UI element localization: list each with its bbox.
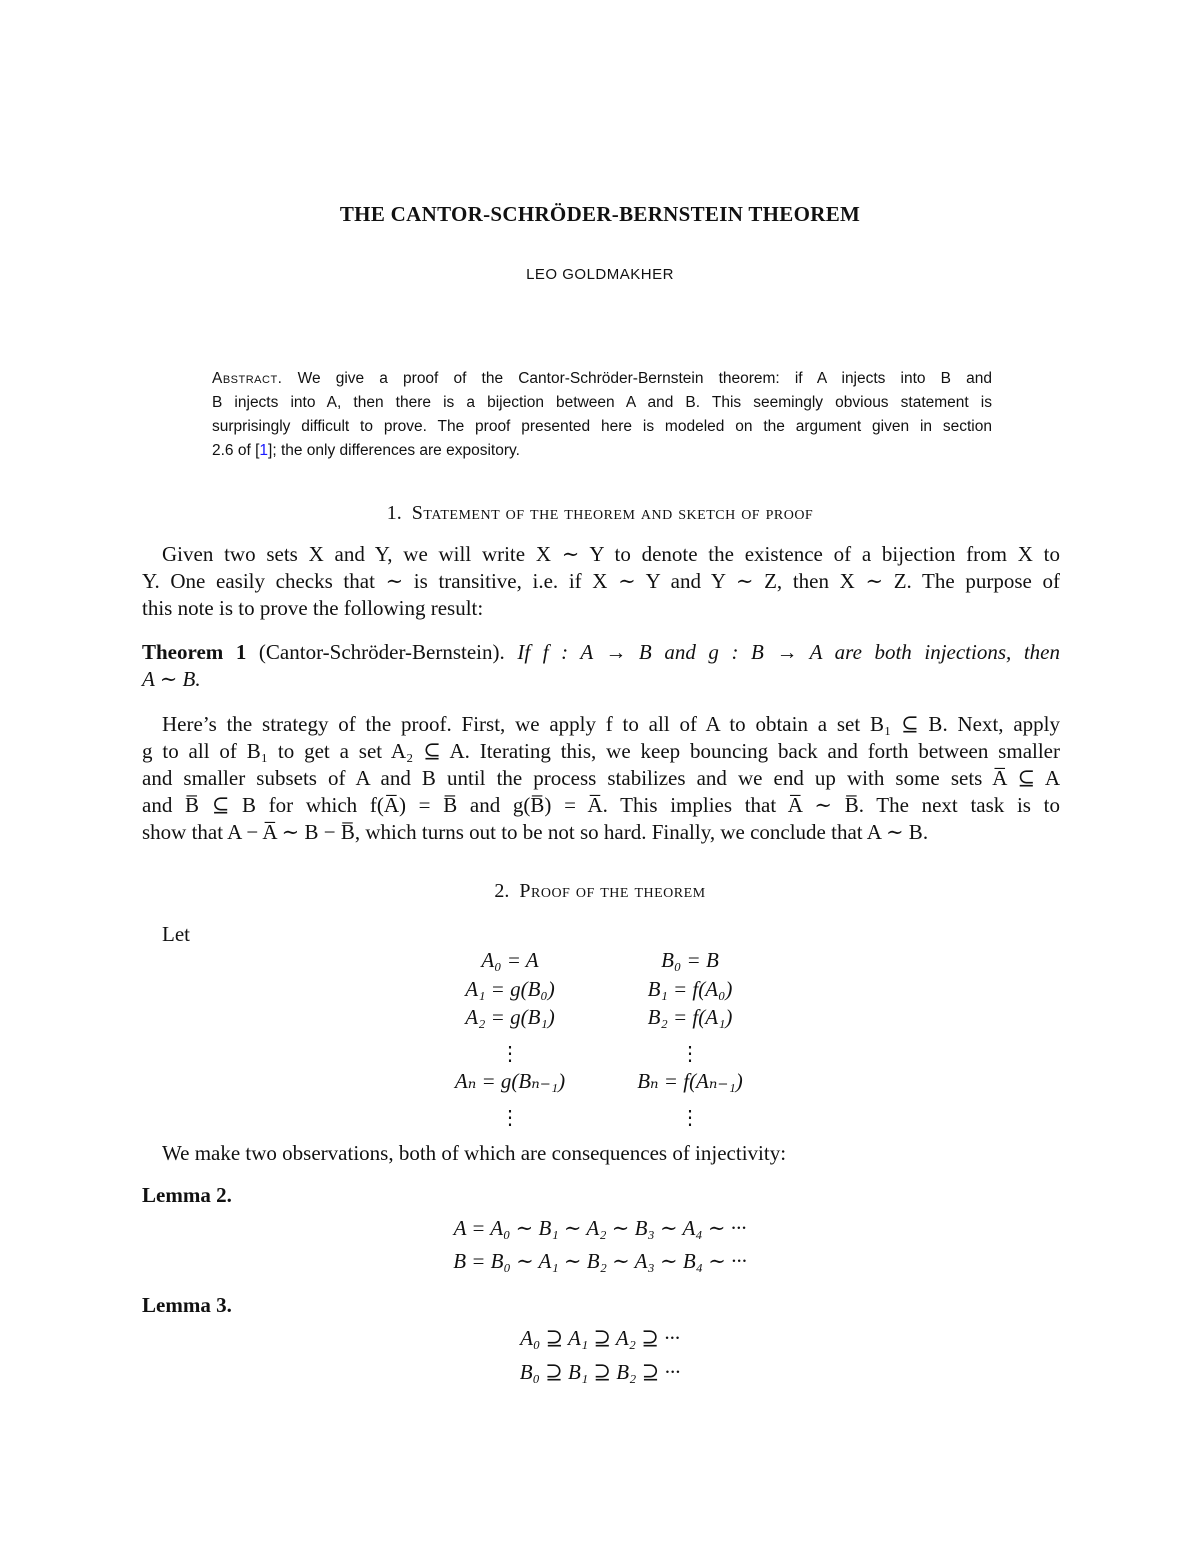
abstract-label: Abstract.: [212, 370, 283, 387]
abstract-line: surprisingly difficult to prove. The proof presented here is modeled on the argument given in section: [212, 418, 992, 435]
vertical-dots: ⋮: [500, 1107, 520, 1129]
lemma-2-equation: A = A₀ ∼ B₁ ∼ A₂ ∼ B₃ ∼ A₄ ∼ ···: [453, 1216, 747, 1240]
lemma-2-equation: B = B₀ ∼ A₁ ∼ B₂ ∼ A₃ ∼ B₄ ∼ ···: [453, 1249, 747, 1273]
text-line: Given two sets X and Y, we will write X ∼ Y to denote the existence of a bijection from X to: [162, 542, 1060, 566]
lemma-3-equation: A₀ ⊇ A₁ ⊇ A₂ ⊇ ···: [520, 1326, 680, 1350]
equation-left: A₁ = g(B₀): [465, 977, 555, 1001]
equation-right: B₀ = B: [661, 948, 719, 972]
paper-title: THE CANTOR-SCHRÖDER-BERNSTEIN THEOREM: [339, 202, 861, 226]
theorem-label: Theorem 1: [142, 640, 247, 664]
section-title: Proof of the theorem: [519, 880, 706, 902]
text-line: Here’s the strategy of the proof. First, we apply f to all of A to obtain a set B₁ ⊆ B. Next, apply: [162, 712, 1060, 736]
theorem-1: [142, 639, 1060, 693]
equation-left: A₀ = A: [481, 948, 539, 972]
paragraph-intro: [142, 541, 1060, 622]
theorem-statement: If f : A → B and g : B → A are both injections, then: [517, 640, 1061, 664]
text-line: g to all of B₁ to get a set A₂ ⊆ A. Iterating this, we keep bouncing back and forth between smaller: [142, 739, 1060, 763]
let-text: Let: [162, 922, 190, 946]
paper-author: LEO GOLDMAKHER: [526, 266, 674, 283]
section-number: 2.: [494, 880, 510, 902]
text-line: and smaller subsets of A and B until the process stabilizes and we end up with some sets A̅ ⊆ A: [142, 766, 1060, 790]
citation-link[interactable]: 1: [259, 442, 269, 459]
section-heading-2: [0, 880, 1200, 903]
abstract-line: Abstract. We give a proof of the Cantor-Schröder-Bernstein theorem: if A injects into B and: [212, 370, 993, 387]
lemma-3-equation: B₀ ⊇ B₁ ⊇ B₂ ⊇ ···: [519, 1360, 681, 1384]
equation-left: A₂ = g(B₁): [465, 1005, 555, 1029]
paragraph-strategy: [142, 711, 1060, 846]
abstract-line: B injects into A, then there is a bijection between A and B. This seemingly obvious statement is: [212, 394, 992, 411]
abstract-line: 2.6 of [1]; the only differences are expository.: [212, 442, 520, 459]
equation-right: B₁ = f(A₀): [647, 977, 733, 1001]
section-title: Statement of the theorem and sketch of proof: [411, 502, 814, 524]
paragraph-observations: We make two observations, both of which are consequences of injectivity:: [162, 1141, 787, 1165]
text-line: [142, 639, 1060, 666]
vertical-dots: ⋮: [680, 1043, 700, 1065]
text-line: and B̅ ⊆ B for which f(A̅) = B̅ and g(B̅) = A̅. This implies that A̅ ∼ B̅. The next task is to: [142, 793, 1060, 817]
section-number: 1.: [386, 502, 402, 524]
vertical-dots: ⋮: [680, 1107, 700, 1129]
section-heading-1: [0, 502, 1200, 525]
text-line: A ∼ B.: [142, 667, 201, 691]
lemma-2-label: Lemma 2.: [142, 1183, 232, 1207]
vertical-dots: ⋮: [500, 1043, 520, 1065]
text-line: this note is to prove the following result:: [142, 596, 484, 620]
equation-right: B₂ = f(A₁): [647, 1005, 733, 1029]
text-line: Y. One easily checks that ∼ is transitive, i.e. if X ∼ Y and Y ∼ Z, then X ∼ Z. The purpose of: [142, 569, 1060, 593]
theorem-name: (Cantor-Schröder-Bernstein).: [258, 640, 505, 664]
lemma-3-label: Lemma 3.: [142, 1293, 232, 1317]
equation-right: Bₙ = f(Aₙ₋₁): [637, 1069, 743, 1093]
text-line: show that A − A̅ ∼ B − B̅, which turns out to be not so hard. Finally, we conclude that A ∼ B.: [142, 820, 929, 844]
abstract: [212, 367, 992, 463]
equation-left: Aₙ = g(Bₙ₋₁): [454, 1069, 566, 1093]
